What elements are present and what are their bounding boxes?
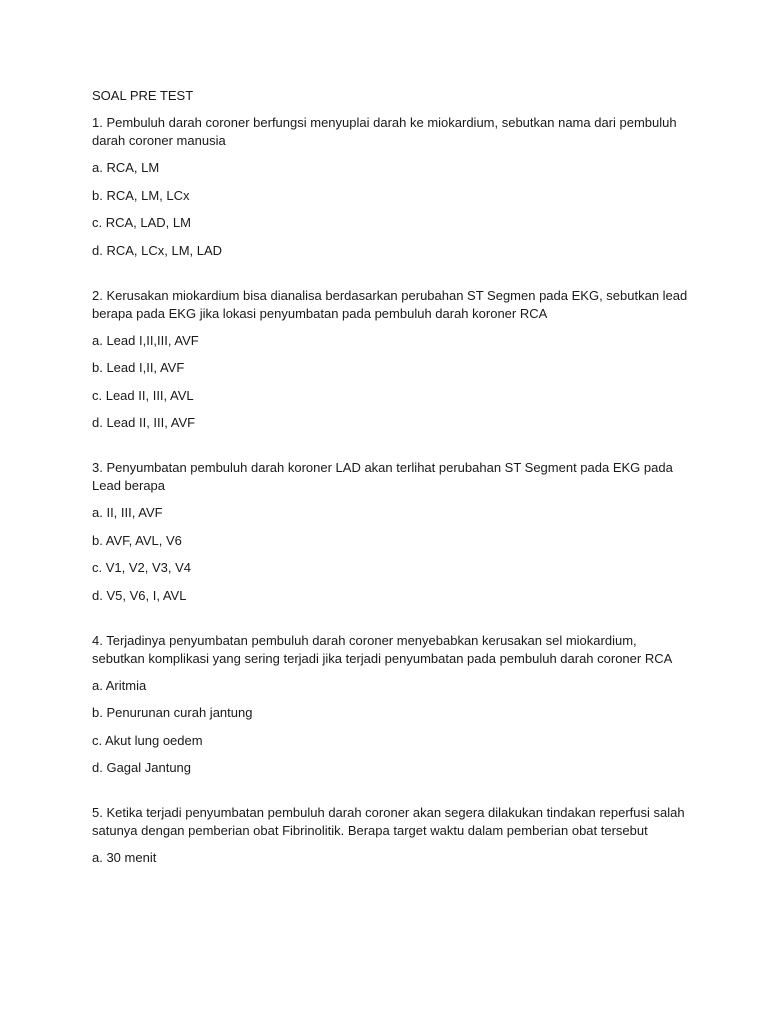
- option-a: a. Aritmia: [92, 677, 147, 693]
- option-b: b. AVF, AVL, V6: [92, 532, 182, 548]
- option-d: d. RCA, LCx, LM, LAD: [92, 242, 223, 258]
- option-d: d. Lead II, III, AVF: [92, 415, 196, 430]
- question-4: [92, 632, 692, 778]
- question-text: 1. Pembuluh darah coroner berfungsi menyuplai darah ke miokardium, sebutkan nama dari pembuluh darah coroner manusia: [92, 115, 677, 148]
- document-title: SOAL PRE TEST: [92, 88, 194, 103]
- option-c: c. V1, V2, V3, V4: [92, 560, 191, 575]
- option-b: b. RCA, LM, LCx: [92, 187, 190, 203]
- option-c: c. Lead II, III, AVL: [92, 387, 194, 403]
- question-text: 4. Terjadinya penyumbatan pembuluh darah coroner menyebabkan kerusakan sel miokardium, sebutkan komplikasi yang sering terjadi jika terjadi penyumbatan pada pembuluh darah coroner RCA: [92, 632, 673, 666]
- option-d: d. V5, V6, I, AVL: [92, 587, 187, 603]
- option-b: b. Lead I,II, AVF: [92, 360, 185, 375]
- question-5: [92, 804, 692, 867]
- option-a: a. II, III, AVF: [92, 505, 163, 520]
- option-b: b. Penurunan curah jantung: [92, 705, 253, 720]
- question-text: 3. Penyumbatan pembuluh darah koroner LAD akan terlihat perubahan ST Segment pada EKG pada Lead berapa: [92, 460, 673, 493]
- document-page: [92, 87, 692, 877]
- question-text: 2. Kerusakan miokardium bisa dianalisa berdasarkan perubahan ST Segmen pada EKG, sebutkan lead berapa pada EKG jika lokasi penyumbatan pada pembuluh darah koroner RCA: [92, 287, 688, 321]
- option-c: c. RCA, LAD, LM: [92, 215, 191, 230]
- question-text: 5. Ketika terjadi penyumbatan pembuluh darah coroner akan segera dilakukan tindakan reperfusi salah satunya dengan pemberian obat Fibrinolitik. Berapa target waktu dalam pemberian obat tersebut: [92, 805, 685, 838]
- option-c: c. Akut lung oedem: [92, 732, 203, 748]
- option-a: a. RCA, LM: [92, 160, 160, 175]
- question-2: [92, 287, 692, 433]
- question-1: [92, 114, 692, 260]
- option-a: a. 30 menit: [92, 850, 157, 865]
- question-3: [92, 459, 692, 605]
- option-d: d. Gagal Jantung: [92, 760, 192, 775]
- option-a: a. Lead I,II,III, AVF: [92, 332, 199, 348]
